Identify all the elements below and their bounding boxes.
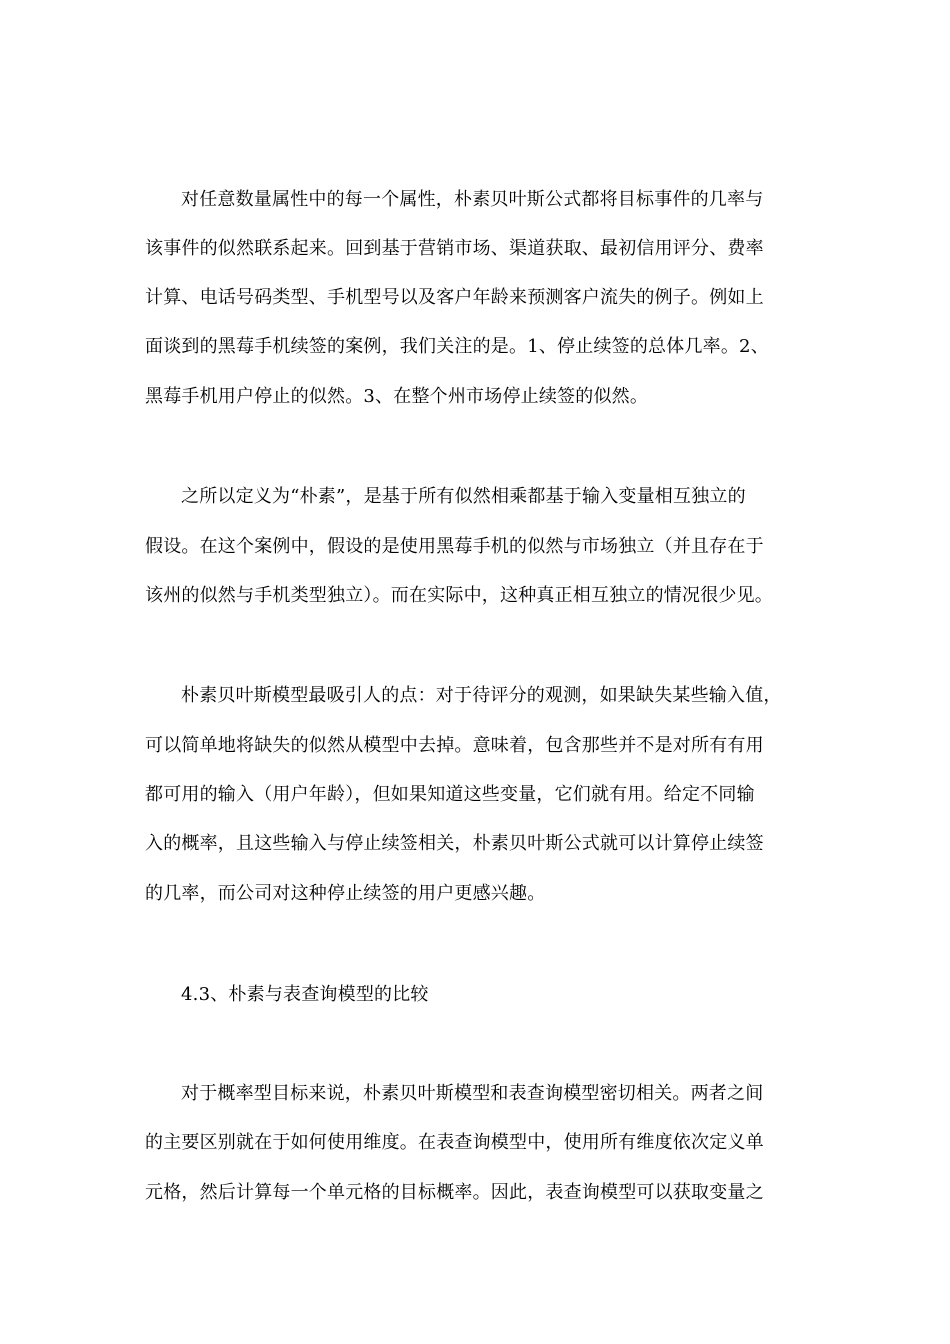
- paragraph-line: 的主要区别就在于如何使用维度。在表查询模型中，使用所有维度依次定义单: [145, 1132, 764, 1153]
- paragraph-line: 之所以定义为“朴素”，是基于所有似然相乘都基于输入变量相互独立的: [181, 486, 746, 507]
- paragraph-line: 的几率，而公司对这种停止续签的用户更感兴趣。: [145, 883, 546, 904]
- paragraph-line: 面谈到的黑莓手机续签的案例，我们关注的是。1、停止续签的总体几率。2、: [145, 336, 769, 357]
- paragraph-line: 假设。在这个案例中，假设的是使用黑莓手机的似然与市场独立（并且存在于: [145, 536, 764, 557]
- paragraph-line: 入的概率，且这些输入与停止续签相关，朴素贝叶斯公式就可以计算停止续签: [145, 833, 764, 854]
- paragraph-line: 可以简单地将缺失的似然从模型中去掉。意味着，包含那些并不是对所有有用: [145, 735, 764, 756]
- paragraph-line: 该州的似然与手机类型独立）。而在实际中，这种真正相互独立的情况很少见。: [145, 585, 773, 606]
- paragraph-line: 该事件的似然联系起来。回到基于营销市场、渠道获取、最初信用评分、费率: [145, 238, 764, 259]
- paragraph-line: 朴素贝叶斯模型最吸引人的点：对于待评分的观测，如果缺失某些输入值，: [181, 685, 782, 706]
- paragraph-line: 都可用的输入（用户年龄），但如果知道这些变量，它们就有用。给定不同输: [145, 784, 755, 805]
- paragraph-line: 计算、电话号码类型、手机型号以及客户年龄来预测客户流失的例子。例如上: [145, 287, 764, 308]
- paragraph-line: 对任意数量属性中的每一个属性，朴素贝叶斯公式都将目标事件的几率与: [181, 189, 764, 210]
- paragraph-line: 黑莓手机用户停止的似然。3、在整个州市场停止续签的似然。: [145, 386, 649, 407]
- paragraph-line: 对于概率型目标来说，朴素贝叶斯模型和表查询模型密切相关。两者之间: [181, 1083, 764, 1104]
- paragraph-line: 元格，然后计算每一个单元格的目标概率。因此，表查询模型可以获取变量之: [145, 1182, 764, 1203]
- section-heading: 4.3、朴素与表查询模型的比较: [181, 984, 429, 1005]
